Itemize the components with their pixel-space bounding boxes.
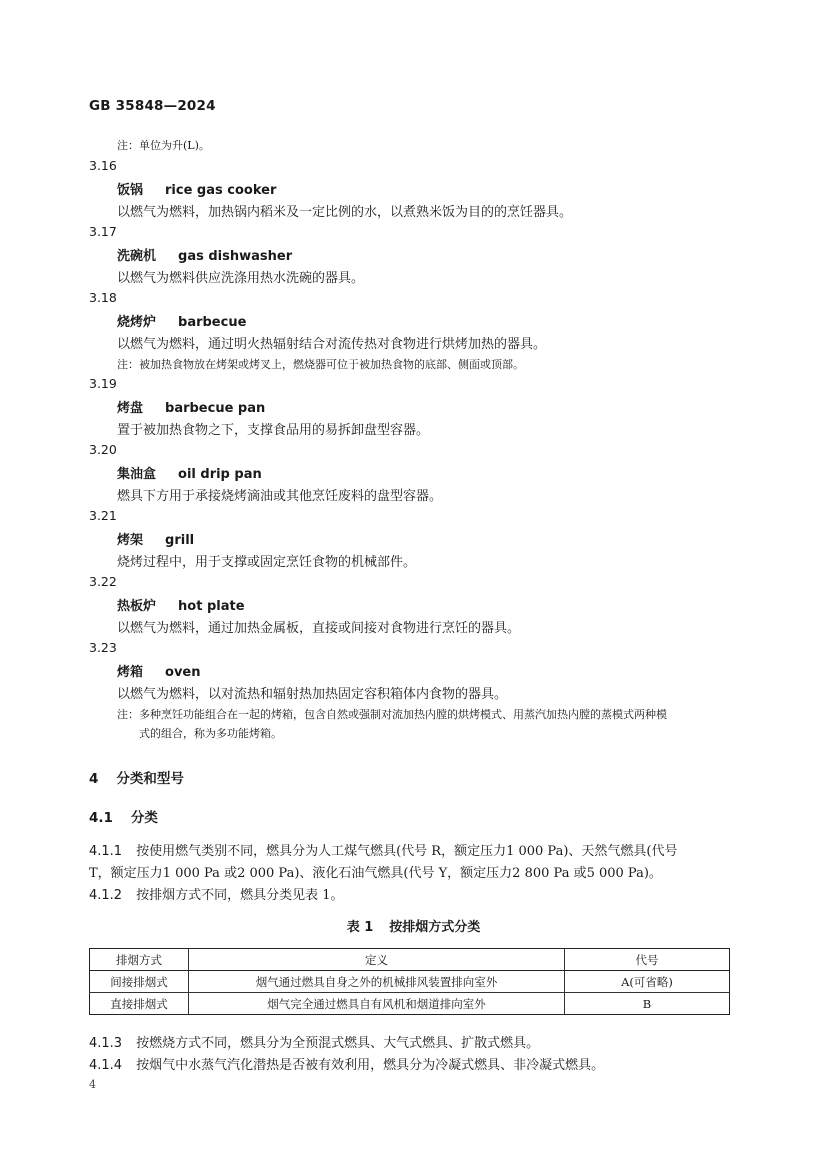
term-number: 3.17 [89, 224, 117, 239]
term-en: gas dishwasher [178, 249, 293, 264]
clause-text: 按燃烧方式不同，燃具分为全预混式燃具、大气式燃具、扩散式燃具。 [136, 1036, 540, 1051]
clause-4-1-2 [89, 884, 343, 903]
table-row [90, 993, 730, 1015]
term-en: rice gas cooker [165, 183, 277, 198]
clause-number: 4.1.1 [89, 844, 123, 859]
column-header: 定义 [189, 949, 565, 971]
term-title [117, 179, 276, 198]
term-title [117, 245, 292, 264]
table-row [90, 971, 730, 993]
subsection-number: 4.1 [89, 810, 113, 826]
clause-text: 按排烟方式不同，燃具分类见表 1。 [136, 888, 344, 903]
term-number: 3.22 [89, 574, 117, 589]
term-zh: 烤箱 [117, 665, 144, 680]
term-definition: 以燃气为燃料，以对流热和辐射热加热固定容积箱体内食物的器具。 [117, 687, 508, 702]
table-cell: B [565, 993, 730, 1015]
section-title: 分类和型号 [116, 771, 184, 787]
term-definition: 烧烤过程中，用于支撑或固定烹饪食物的机械部件。 [117, 555, 417, 570]
term-en: barbecue pan [165, 401, 266, 416]
term-definition: 燃具下方用于承接烧烤滴油或其他烹饪废料的盘型容器。 [117, 489, 443, 504]
term-definition: 置于被加热食物之下，支撑食品用的易拆卸盘型容器。 [117, 423, 430, 438]
section-number: 4 [89, 771, 99, 787]
term-number: 3.23 [89, 640, 117, 655]
term-number: 3.20 [89, 442, 117, 457]
table-cell: 直接排烟式 [90, 993, 189, 1015]
smoke-exhaust-table [89, 948, 730, 1015]
term-zh: 集油盒 [117, 467, 157, 482]
table-cell: 烟气通过燃具自身之外的机械排风装置排向室外 [189, 971, 565, 993]
clause-number: 4.1.4 [89, 1058, 123, 1073]
clause-number: 4.1.2 [89, 888, 123, 903]
page-number: 4 [89, 1078, 96, 1091]
table-title: 按排烟方式分类 [389, 920, 481, 935]
term-note-continuation: 式的组合，称为多功能烤箱。 [139, 727, 282, 740]
unit-note: 注：单位为升(L)。 [117, 139, 210, 152]
table-cell: 间接排烟式 [90, 971, 189, 993]
term-title [117, 311, 246, 330]
term-definition: 以燃气为燃料，通过明火热辐射结合对流传热对食物进行烘烤加热的器具。 [117, 337, 547, 352]
term-title [117, 529, 194, 548]
table-caption [0, 916, 827, 935]
clause-number: 4.1.3 [89, 1036, 123, 1051]
subsection-heading [89, 806, 158, 826]
term-zh: 饭锅 [117, 183, 144, 198]
term-en: grill [165, 533, 195, 548]
term-zh: 热板炉 [117, 599, 157, 614]
clause-4-1-1 [89, 840, 677, 859]
clause-text: 按使用燃气类别不同，燃具分为人工煤气燃具(代号 R，额定压力1 000 Pa)、天然气燃具(代号 [136, 844, 678, 859]
column-header: 排烟方式 [90, 949, 189, 971]
term-zh: 烤架 [117, 533, 144, 548]
term-en: barbecue [178, 315, 247, 330]
clause-4-1-4 [89, 1054, 604, 1073]
standard-code: GB 35848—2024 [89, 98, 216, 114]
table-label: 表 1 [346, 920, 374, 935]
table-cell: 烟气完全通过燃具自有风机和烟道排向室外 [189, 993, 565, 1015]
term-title [117, 397, 265, 416]
term-zh: 烧烤炉 [117, 315, 157, 330]
column-header: 代号 [565, 949, 730, 971]
term-en: hot plate [178, 599, 245, 614]
subsection-title: 分类 [130, 810, 158, 826]
table-cell: A(可省略) [565, 971, 730, 993]
term-number: 3.19 [89, 376, 117, 391]
term-en: oil drip pan [178, 467, 262, 482]
table-header-row [90, 949, 730, 971]
term-number: 3.18 [89, 290, 117, 305]
term-title [117, 661, 201, 680]
term-zh: 洗碗机 [117, 249, 157, 264]
term-number: 3.16 [89, 158, 117, 173]
clause-text-continuation: T，额定压力1 000 Pa 或2 000 Pa)、液化石油气燃具(代号 Y，额定压力2 800 Pa 或5 000 Pa)。 [89, 866, 662, 881]
term-en: oven [165, 665, 201, 680]
term-title [117, 595, 245, 614]
term-definition: 以燃气为燃料，加热锅内稻米及一定比例的水，以煮熟米饭为目的的烹饪器具。 [117, 205, 573, 220]
term-zh: 烤盘 [117, 401, 144, 416]
term-note: 注：被加热食物放在烤架或烤叉上，燃烧器可位于被加热食物的底部、侧面或顶部。 [117, 358, 524, 371]
term-title [117, 463, 262, 482]
term-number: 3.21 [89, 508, 117, 523]
clause-4-1-3 [89, 1032, 539, 1051]
section-heading [89, 767, 184, 787]
clause-text: 按烟气中水蒸气汽化潜热是否被有效利用，燃具分为冷凝式燃具、非冷凝式燃具。 [136, 1058, 605, 1073]
term-note: 注：多种烹饪功能组合在一起的烤箱，包含自然或强制对流加热内膛的烘烤模式、用蒸汽加热内膛的蒸模式两种模 [117, 708, 667, 721]
term-definition: 以燃气为燃料，通过加热金属板，直接或间接对食物进行烹饪的器具。 [117, 621, 521, 636]
term-definition: 以燃气为燃料供应洗涤用热水洗碗的器具。 [117, 271, 365, 286]
